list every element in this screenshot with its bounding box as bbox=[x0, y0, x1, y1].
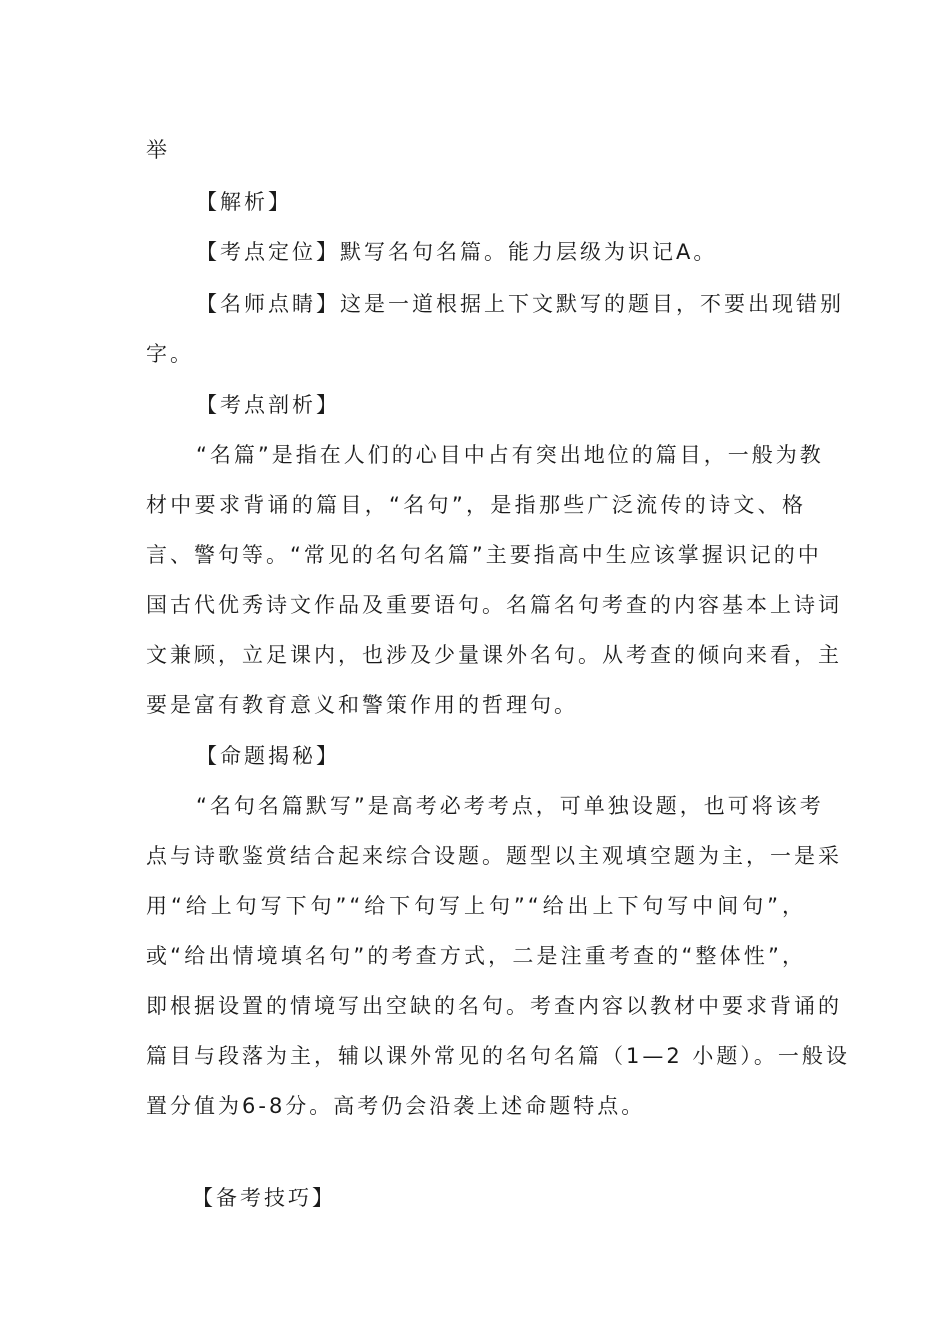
paragraph-2-line-6: 篇目与段落为主，辅以课外常见的名句名篇（1—2 小题）。一般设 bbox=[146, 1044, 850, 1068]
paragraph-1-line-4: 国古代优秀诗文作品及重要语句。名篇名句考查的内容基本上诗词 bbox=[146, 593, 842, 617]
paragraph-2-line-4: 或“给出情境填名句”的考查方式，二是注重考查的“整体性”， bbox=[146, 944, 806, 968]
section-heading-prep-tips: 【备考技巧】 bbox=[192, 1186, 336, 1210]
paragraph-2-line-1: “名句名篇默写”是高考必考考点，可单独设题，也可将该考 bbox=[196, 794, 824, 818]
paragraph-1-line-5: 文兼顾，立足课内，也涉及少量课外名句。从考查的倾向来看，主 bbox=[146, 643, 842, 667]
paragraph-2-line-7: 置分值为6-8分。高考仍会沿袭上述命题特点。 bbox=[146, 1094, 646, 1118]
section-heading-topic-reveal: 【命题揭秘】 bbox=[196, 744, 340, 768]
exam-point-location: 【考点定位】默写名句名篇。能力层级为识记A。 bbox=[196, 240, 718, 264]
text-line-fragment: 举 bbox=[146, 138, 170, 162]
paragraph-1-line-6: 要是富有教育意义和警策作用的哲理句。 bbox=[146, 693, 578, 717]
section-heading-exam-analysis: 【考点剖析】 bbox=[196, 393, 340, 417]
teacher-note-line-1: 【名师点睛】这是一道根据上下文默写的题目，不要出现错别 bbox=[196, 292, 844, 316]
paragraph-2-line-5: 即根据设置的情境写出空缺的名句。考查内容以教材中要求背诵的 bbox=[146, 994, 842, 1018]
section-heading-analysis: 【解析】 bbox=[196, 190, 292, 214]
paragraph-2-line-3: 用“给上句写下句”“给下句写上句”“给出上下句写中间句”， bbox=[146, 894, 806, 918]
paragraph-1-line-1: “名篇”是指在人们的心目中占有突出地位的篇目，一般为教 bbox=[196, 443, 824, 467]
paragraph-2-line-2: 点与诗歌鉴赏结合起来综合设题。题型以主观填空题为主，一是采 bbox=[146, 844, 842, 868]
teacher-note-line-2: 字。 bbox=[146, 342, 194, 366]
paragraph-1-line-3: 言、警句等。“常见的名句名篇”主要指高中生应该掌握识记的中 bbox=[146, 543, 822, 567]
paragraph-1-line-2: 材中要求背诵的篇目，“名句”，是指那些广泛流传的诗文、格 bbox=[146, 493, 806, 517]
